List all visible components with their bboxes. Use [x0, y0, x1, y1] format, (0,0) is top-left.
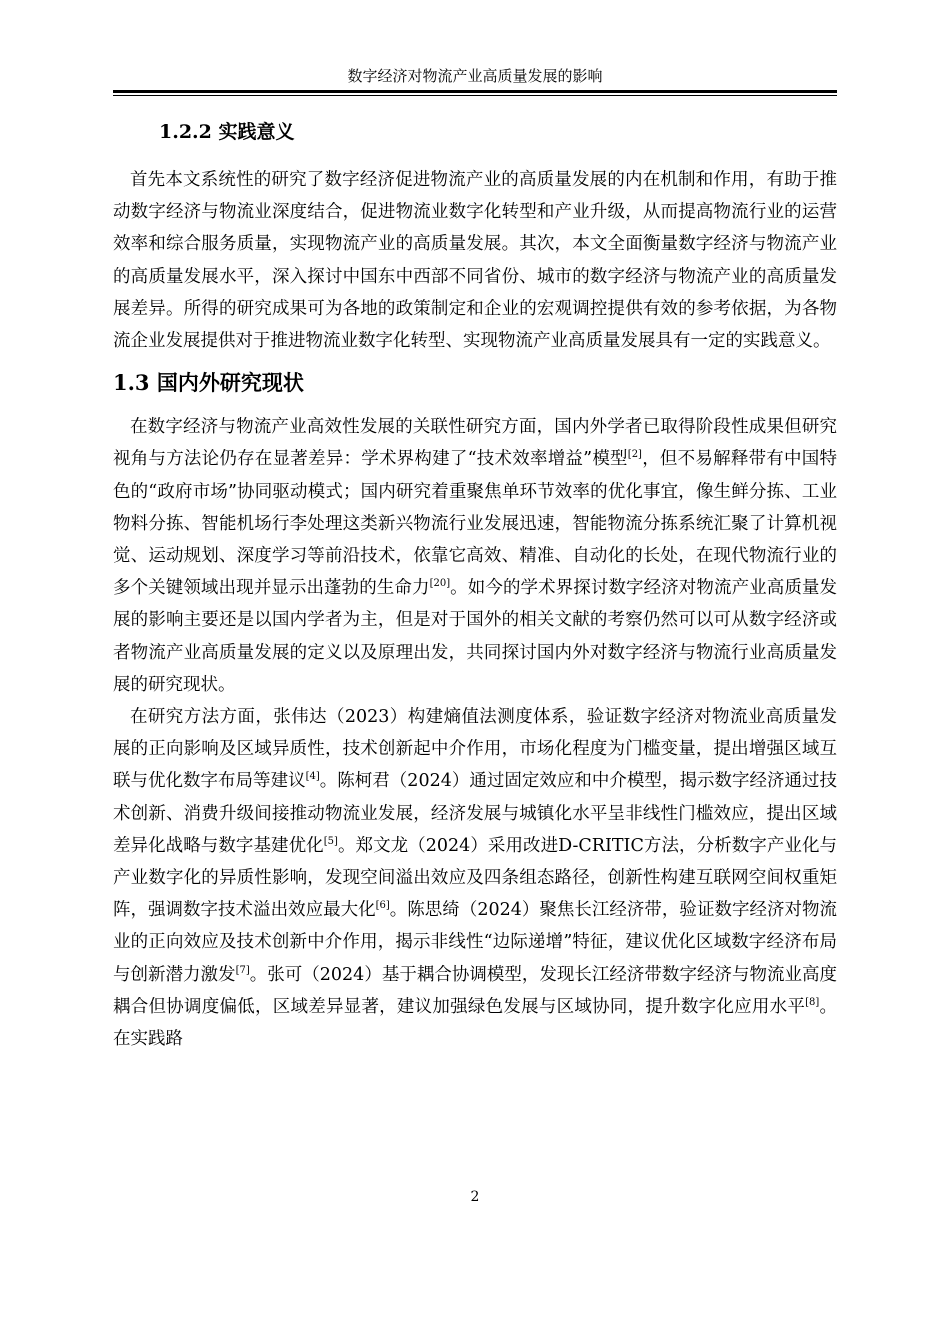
paragraph-text: ，但不易解释带有中国特色的“政府市场”协同驱动模式；国内研究着重聚焦单环节效率的优化事宜，像生鲜分拣、工业物料分拣、智能机场行李处理这类新兴物流行业发展迅速，智能物流分拣系统汇聚了计算机视觉、运动规划、深度学习等前沿技术，依靠它高效、精准、自动化的长处，在现代物流行业的多个关键领域出现并显示出蓬勃的生命力 [113, 449, 837, 599]
citation-ref: [4] [305, 771, 320, 783]
header-rule-thick [113, 90, 837, 93]
research-status-paragraph-2 [113, 701, 837, 1055]
citation-ref: [2] [627, 449, 642, 461]
research-status-paragraph-1 [113, 411, 837, 701]
paragraph-text: 。陈思绮（2024）聚焦长江经济带，验证数字经济对物流业的正向效应及技术创新中介作用，揭示非线性“边际递增”特征，建议优化区域数字经济布局与创新潜力激发 [113, 900, 837, 985]
citation-ref: [7] [235, 964, 250, 976]
citation-ref: [8] [805, 996, 820, 1008]
header-rule-thin [113, 95, 837, 96]
subsection-heading-1-2-2: 1.2.2 实践意义 [159, 121, 295, 143]
paragraph-text: 。陈柯君（2024）通过固定效应和中介模型，揭示数字经济通过技术创新、消费升级间接推动物流业发展，经济发展与城镇化水平呈非线性门槛效应，提出区域差异化战略与数字基建优化 [113, 771, 838, 856]
paragraph-text: 。在实践路 [113, 996, 838, 1050]
paragraph-text: 在研究方法方面，张伟达（2023）构建熵值法测度体系，验证数字经济对物流业高质量发展的正向影响及区域异质性，技术创新起中介作用，市场化程度为门槛变量，提出增强区域互联与优化数字布局等建议 [113, 707, 837, 792]
paragraph-text: 。郑文龙（2024）采用改进D-CRITIC方法，分析数字产业化与产业数字化的异质性影响，发现空间溢出效应及四条组态路径，创新性构建互联网空间权重矩阵，强调数字技术溢出效应最大化 [113, 835, 838, 921]
citation-ref: [6] [375, 900, 390, 912]
paragraph-text: 。如今的学术界探讨数字经济对物流产业高质量发展的影响主要还是以国内学者为主，但是对于国外的相关文献的考察仍然可以可从数字经济或者物流产业高质量发展的定义以及原理出发，共同探讨国内外对数字经济与物流行业高质量发展的研究现状。 [113, 578, 837, 695]
paragraph-text: 。张可（2024）基于耦合协调模型，发现长江经济带数字经济与物流业高度耦合但协调度偏低，区域差异显著，建议加强绿色发展与区域协同，提升数字化应用水平 [113, 964, 837, 1017]
practical-significance-paragraph: 首先本文系统性的研究了数字经济促进物流产业的高质量发展的内在机制和作用，有助于推动数字经济与物流业深度结合，促进物流业数字化转型和产业升级，从而提高物流行业的运营效率和综合服务质量，实现物流产业的高质量发展。其次，本文全面衡量数字经济与物流产业的高质量发展水平，深入探讨中国东中西部不同省份、城市的数字经济与物流产业的高质量发展差异。所得的研究成果可为各地的政策制定和企业的宏观调控提供有效的参考依据，为各物流企业发展提供对于推进物流业数字化转型、实现物流产业高质量发展具有一定的实践意义。 [113, 170, 837, 352]
citation-ref: [5] [323, 835, 338, 847]
page-content [113, 114, 837, 1055]
citation-ref: [20] [429, 578, 451, 590]
paragraph-text: 在数字经济与物流产业高效性发展的关联性研究方面，国内外学者已取得阶段性成果但研究视角与方法论仍存在显著差异：学术界构建了“技术效率增益”模型 [113, 417, 837, 470]
page-number: 2 [470, 1189, 480, 1205]
section-heading-1-3: 1.3 国内外研究现状 [113, 370, 304, 396]
running-header: 数字经济对物流产业高质量发展的影响 [347, 67, 603, 85]
